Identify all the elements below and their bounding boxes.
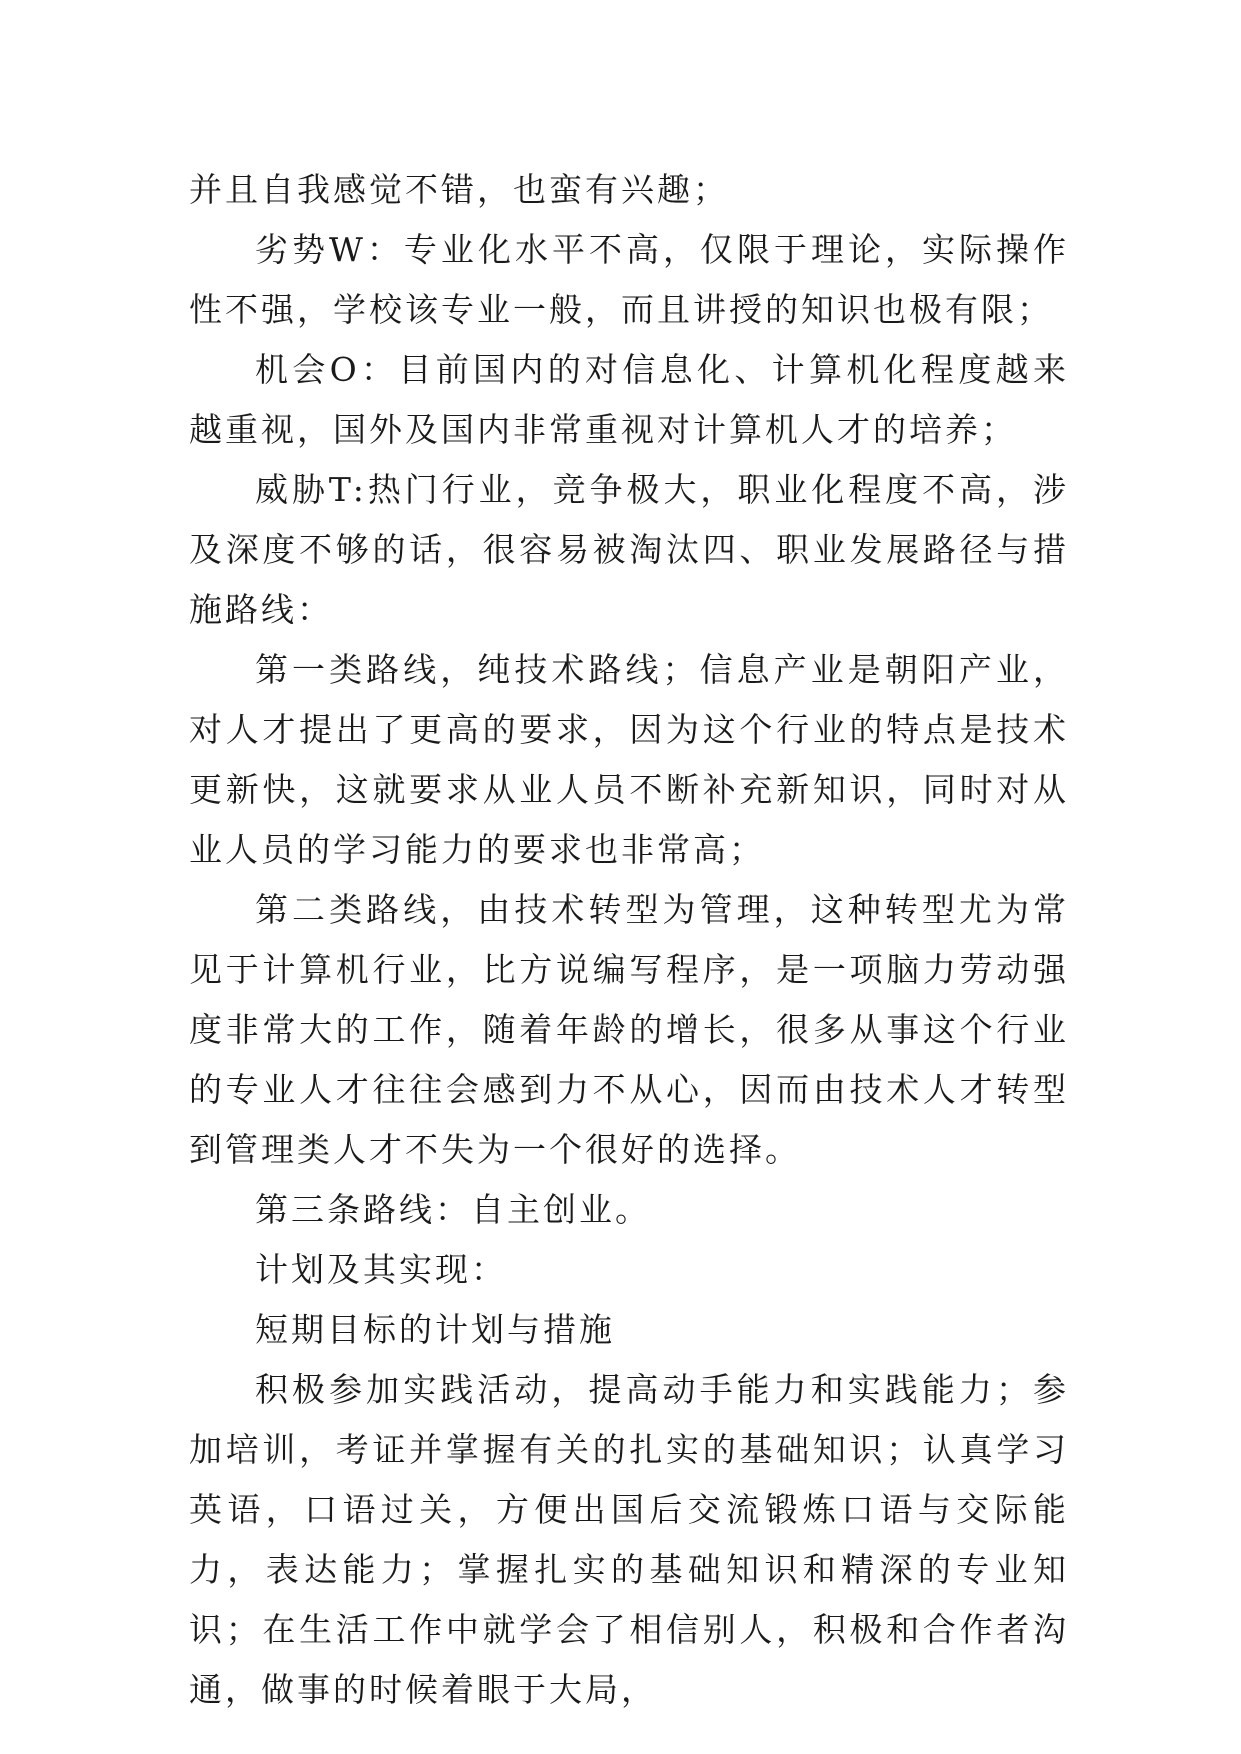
paragraph-short-term-measures: 积极参加实践活动，提高动手能力和实践能力；参加培训，考证并掌握有关的扎实的基础知识；认真学习英语，口语过关，方便出国后交流锻炼口语与交际能力，表达能力；掌握扎实的基础知识和精深的专业知识；在生活工作中就学会了相信别人，积极和合作者沟通，做事的时候着眼于大局， xyxy=(189,1370,1069,1709)
paragraph-strengths-continued: 并且自我感觉不错，也蛮有兴趣； xyxy=(189,170,729,209)
paragraph-route-three: 第三条路线：自主创业。 xyxy=(255,1190,651,1229)
document-body xyxy=(189,160,1069,1720)
paragraph-short-term-heading: 短期目标的计划与措施 xyxy=(255,1310,615,1349)
paragraph-opportunities: 机会O：目前国内的对信息化、计算机化程度越来越重视，国外及国内非常重视对计算机人才的培养； xyxy=(189,350,1069,449)
paragraph-route-one: 第一类路线，纯技术路线；信息产业是朝阳产业，对人才提出了更高的要求，因为这个行业的特点是技术更新快，这就要求从业人员不断补充新知识，同时对从业人员的学习能力的要求也非常高； xyxy=(189,650,1069,869)
paragraph-weaknesses: 劣势W：专业化水平不高，仅限于理论，实际操作性不强，学校该专业一般，而且讲授的知识也极有限； xyxy=(189,230,1069,329)
paragraph-plan-heading: 计划及其实现： xyxy=(255,1250,507,1289)
paragraph-route-two: 第二类路线，由技术转型为管理，这种转型尤为常见于计算机行业，比方说编写程序，是一项脑力劳动强度非常大的工作，随着年龄的增长，很多从事这个行业的专业人才往往会感到力不从心，因而由技术人才转型到管理类人才不失为一个很好的选择。 xyxy=(189,890,1069,1169)
paragraph-threats: 威胁T:热门行业，竞争极大，职业化程度不高，涉及深度不够的话，很容易被淘汰四、职业发展路径与措施路线： xyxy=(189,470,1069,629)
